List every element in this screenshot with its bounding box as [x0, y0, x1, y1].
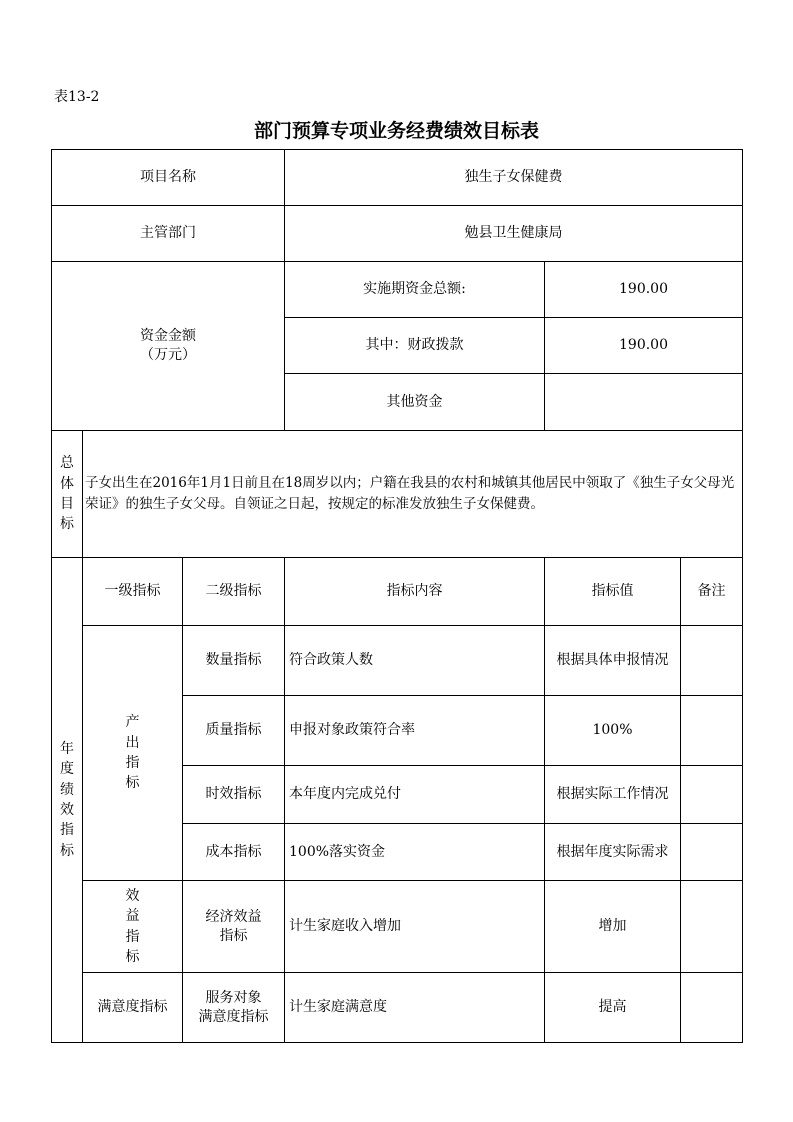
header-value: 指标值 — [545, 558, 681, 626]
note-cell — [681, 824, 743, 881]
table-number: 表13-2 — [54, 89, 100, 105]
funds-label-line1: 资金金额 — [140, 328, 196, 345]
funds-fiscal-label: 其中：财政拨款 — [285, 318, 545, 374]
department-label: 主管部门 — [52, 206, 285, 262]
project-name-label: 项目名称 — [52, 150, 285, 206]
table-row — [52, 626, 743, 696]
content-cell: 100%落实资金 — [285, 824, 545, 881]
performance-target-table — [51, 149, 743, 1043]
level2-line2: 指标 — [219, 927, 248, 944]
level2-line1: 经济效益 — [205, 908, 262, 925]
table-row — [52, 881, 743, 973]
content-cell: 申报对象政策符合率 — [285, 696, 545, 766]
level2-cell: 质量指标 — [183, 696, 285, 766]
level2-cell: 数量指标 — [183, 626, 285, 696]
funds-total-row — [52, 262, 743, 318]
content-cell: 本年度内完成兑付 — [285, 766, 545, 824]
header-content: 指标内容 — [285, 558, 545, 626]
funds-label-line2: （万元） — [140, 347, 196, 363]
department-row — [52, 206, 743, 262]
note-cell — [681, 626, 743, 696]
table-row — [52, 973, 743, 1043]
header-level1: 一级指标 — [83, 558, 183, 626]
benefit-indicators-label: 效益指标 — [83, 881, 183, 973]
value-cell: 100% — [545, 696, 681, 766]
page-title: 部门预算专项业务经费绩效目标表 — [253, 120, 539, 142]
funds-label — [52, 262, 285, 431]
value-cell: 根据实际工作情况 — [545, 766, 681, 824]
output-indicators-label: 产出指标 — [83, 626, 183, 881]
level2-cell — [183, 881, 285, 973]
overall-goal-row — [52, 431, 743, 558]
header-note: 备注 — [681, 558, 743, 626]
level2-line1: 服务对象 — [205, 989, 262, 1006]
value-cell: 提高 — [545, 973, 681, 1043]
project-name-value: 独生子女保健费 — [285, 150, 743, 206]
funds-total-value: 190.00 — [545, 262, 743, 318]
note-cell — [681, 973, 743, 1043]
level2-cell: 时效指标 — [183, 766, 285, 824]
header-level2: 二级指标 — [183, 558, 285, 626]
funds-other-value — [545, 374, 743, 431]
level2-line2: 满意度指标 — [198, 1008, 269, 1025]
note-cell — [681, 696, 743, 766]
funds-other-label: 其他资金 — [285, 374, 545, 431]
satisfaction-indicators-label: 满意度指标 — [83, 973, 183, 1043]
content-cell: 计生家庭满意度 — [285, 973, 545, 1043]
funds-total-label: 实施期资金总额: — [285, 262, 545, 318]
annual-indicators-label: 年度绩效指标 — [52, 558, 83, 1043]
note-cell — [681, 881, 743, 973]
indicator-header-row — [52, 558, 743, 626]
overall-goal-label: 总体目标 — [52, 431, 83, 558]
project-name-row — [52, 150, 743, 206]
content-cell: 计生家庭收入增加 — [285, 881, 545, 973]
department-value: 勉县卫生健康局 — [285, 206, 743, 262]
value-cell: 根据年度实际需求 — [545, 824, 681, 881]
level2-cell — [183, 973, 285, 1043]
value-cell: 增加 — [545, 881, 681, 973]
overall-goal-text: 子女出生在2016年1月1日前且在18周岁以内；户籍在我县的农村和城镇其他居民中领取了《独生子女父母光荣证》的独生子女父母。自领证之日起，按规定的标准发放独生子女保健费。 — [83, 431, 743, 558]
funds-fiscal-value: 190.00 — [545, 318, 743, 374]
note-cell — [681, 766, 743, 824]
value-cell: 根据具体申报情况 — [545, 626, 681, 696]
content-cell: 符合政策人数 — [285, 626, 545, 696]
level2-cell: 成本指标 — [183, 824, 285, 881]
